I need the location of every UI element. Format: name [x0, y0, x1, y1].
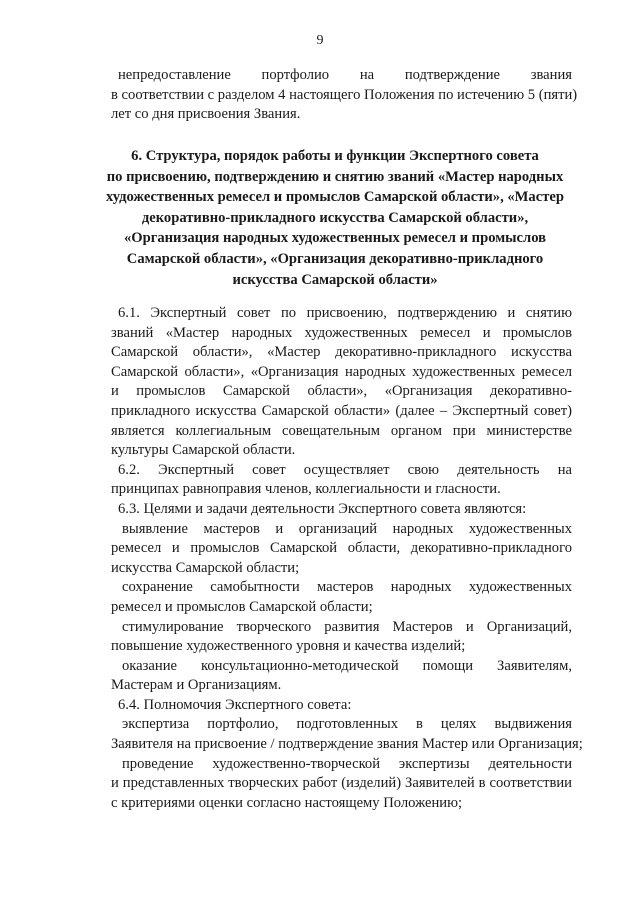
- text-line: 6.2. Экспертный совет осуществляет свою деятельность на: [118, 461, 572, 478]
- text-line: в соответствии с разделом 4 настоящего Положения по истечению 5 (пяти): [111, 86, 578, 103]
- section-body: [111, 304, 583, 813]
- text-line: выявление мастеров и организаций народных художественных: [122, 520, 572, 537]
- text-line: Мастерам и Организациям.: [111, 677, 282, 694]
- heading-line: искусства Самарской области»: [232, 271, 438, 288]
- page-number: 9: [316, 33, 324, 48]
- text-line: лет со дня присвоения Звания.: [111, 106, 301, 123]
- text-line: и представленных творческих работ (изделий) Заявителей в соответствии: [111, 775, 572, 792]
- heading-line: художественных ремесел и промыслов Самарской области», «Мастер: [106, 189, 564, 206]
- text-line: званий «Мастер народных художественных ремесел и промыслов: [111, 324, 572, 341]
- heading-line: 6. Структура, порядок работы и функции Экспертного совета: [131, 148, 539, 164]
- text-line: повышение художественного уровня и качества изделий;: [111, 638, 466, 655]
- section-heading: [75, 146, 595, 290]
- heading-line: по присвоению, подтверждению и снятию званий «Мастер народных: [106, 168, 564, 185]
- text-line: сохранение самобытности мастеров народных художественных: [122, 579, 572, 596]
- text-line: стимулирование творческого развития Мастеров и Организаций,: [122, 618, 572, 635]
- text-line: 6.4. Полномочия Экспертного совета:: [118, 696, 352, 713]
- text-line: с критериями оценки согласно настоящему Положению;: [111, 794, 463, 811]
- text-line: проведение художественно-творческой экспертизы деятельности: [122, 755, 572, 772]
- text-line: принципах равноправия членов, коллегиальности и гласности.: [111, 481, 501, 498]
- text-line: ремесел и промыслов Самарской области, декоративно-прикладного: [111, 540, 572, 557]
- text-line: культуры Самарской области.: [111, 442, 296, 459]
- heading-line: декоративно-прикладного искусства Самарской области»,: [141, 209, 529, 226]
- text-line: экспертиза портфолио, подготовленных в целях выдвижения: [122, 716, 572, 733]
- heading-line: «Организация народных художественных ремесел и промыслов: [123, 230, 547, 247]
- text-line: прикладного искусства Самарской области» (далее – Экспертный совет): [111, 402, 572, 419]
- text-line: ремесел и промыслов Самарской области;: [111, 598, 373, 615]
- heading-line: Самарской области», «Организация декоративно-прикладного: [126, 250, 544, 267]
- text-line: является коллегиальным совещательным органом при министерстве: [111, 422, 572, 439]
- text-line: 6.3. Целями и задачи деятельности Экспертного совета являются:: [118, 500, 527, 517]
- intro-paragraph: [111, 66, 578, 125]
- text-line: искусства Самарской области;: [111, 559, 300, 576]
- text-line: оказание консультационно-методической помощи Заявителям,: [122, 657, 572, 674]
- text-line: 6.1. Экспертный совет по присвоению, подтверждению и снятию: [118, 305, 572, 321]
- text-line: непредоставление портфолио на подтверждение звания: [118, 67, 572, 83]
- text-line: Самарской области», «Организация народных художественных ремесел: [111, 363, 572, 380]
- text-line: Самарской области», «Мастер декоративно-прикладного искусства: [111, 344, 572, 361]
- text-line: и промыслов Самарской области», «Организация декоративно-: [111, 383, 572, 400]
- text-line: Заявителя на присвоение / подтверждение звания Мастер или Организация;: [111, 736, 583, 753]
